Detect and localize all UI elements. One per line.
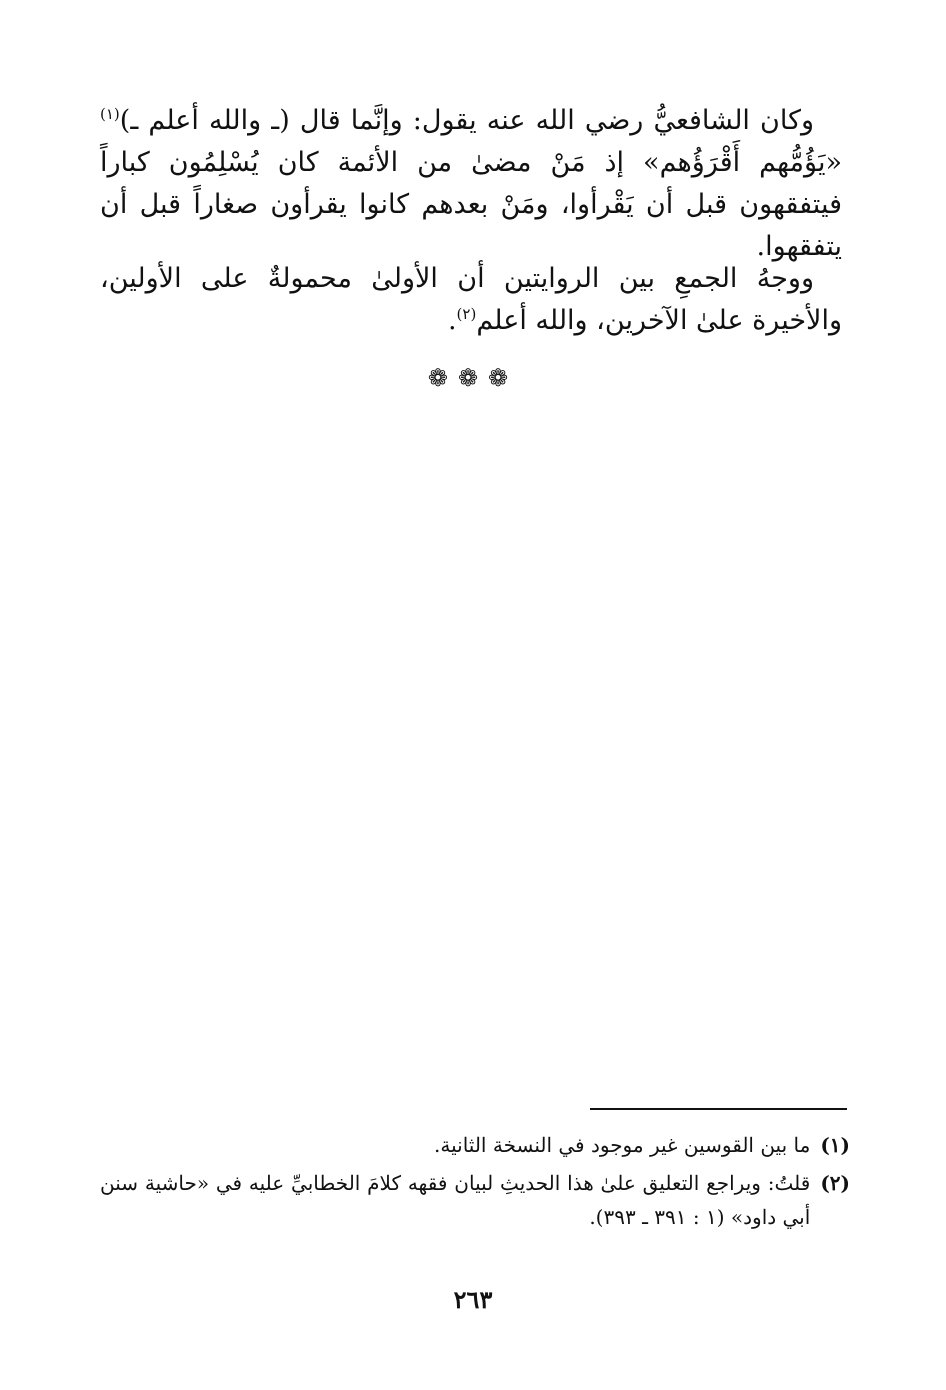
- footnote-2-number: (٢): [820, 1171, 850, 1195]
- paragraph-1-text: وكان الشافعيُّ رضي الله عنه يقول: وإنَّما قال (ـ والله أعلم ـ): [119, 105, 814, 136]
- section-ornament: ❁❁❁: [427, 364, 519, 392]
- footnote-ref-1[interactable]: (١): [100, 105, 120, 123]
- body-paragraph-2: [100, 258, 842, 342]
- paragraph-2-text: ووجهُ الجمعِ بين الروايتين أن الأولىٰ محمولةٌ على الأولين، والأخيرة علىٰ الآخرين، والله أعلم: [100, 263, 842, 336]
- footnote-2: [100, 1166, 850, 1234]
- paragraph-2-end: .: [447, 305, 457, 336]
- footnote-1: [100, 1128, 850, 1162]
- footnotes-section: [100, 1128, 850, 1238]
- footnote-1-number: (١): [820, 1133, 850, 1157]
- footnote-2-text: قلتُ: ويراجع التعليق علىٰ هذا الحديثِ لبيان فقهه كلامَ الخطابيِّ عليه في «حاشية سنن أبي داود» (١ : ٣٩١ ـ ٣٩٣).: [100, 1171, 811, 1229]
- footnote-1-text: ما بين القوسين غير موجود في النسخة الثانية.: [434, 1133, 811, 1157]
- page-number: ٢٦٣: [453, 1285, 493, 1314]
- body-paragraph-1: [100, 100, 842, 268]
- paragraph-1-continuation: «يَؤُمُّهم أَقْرَؤُهم» إذ مَنْ مضىٰ من الأئمة كان يُسْلِمُون كباراً فيتفقهون قبل أن يَقْرأوا، ومَنْ بعدهم كانوا يقرأون صغاراً قبل أن يتفقهوا.: [100, 147, 842, 262]
- footnote-divider: [590, 1108, 847, 1110]
- footnote-ref-2[interactable]: (٢): [456, 305, 477, 323]
